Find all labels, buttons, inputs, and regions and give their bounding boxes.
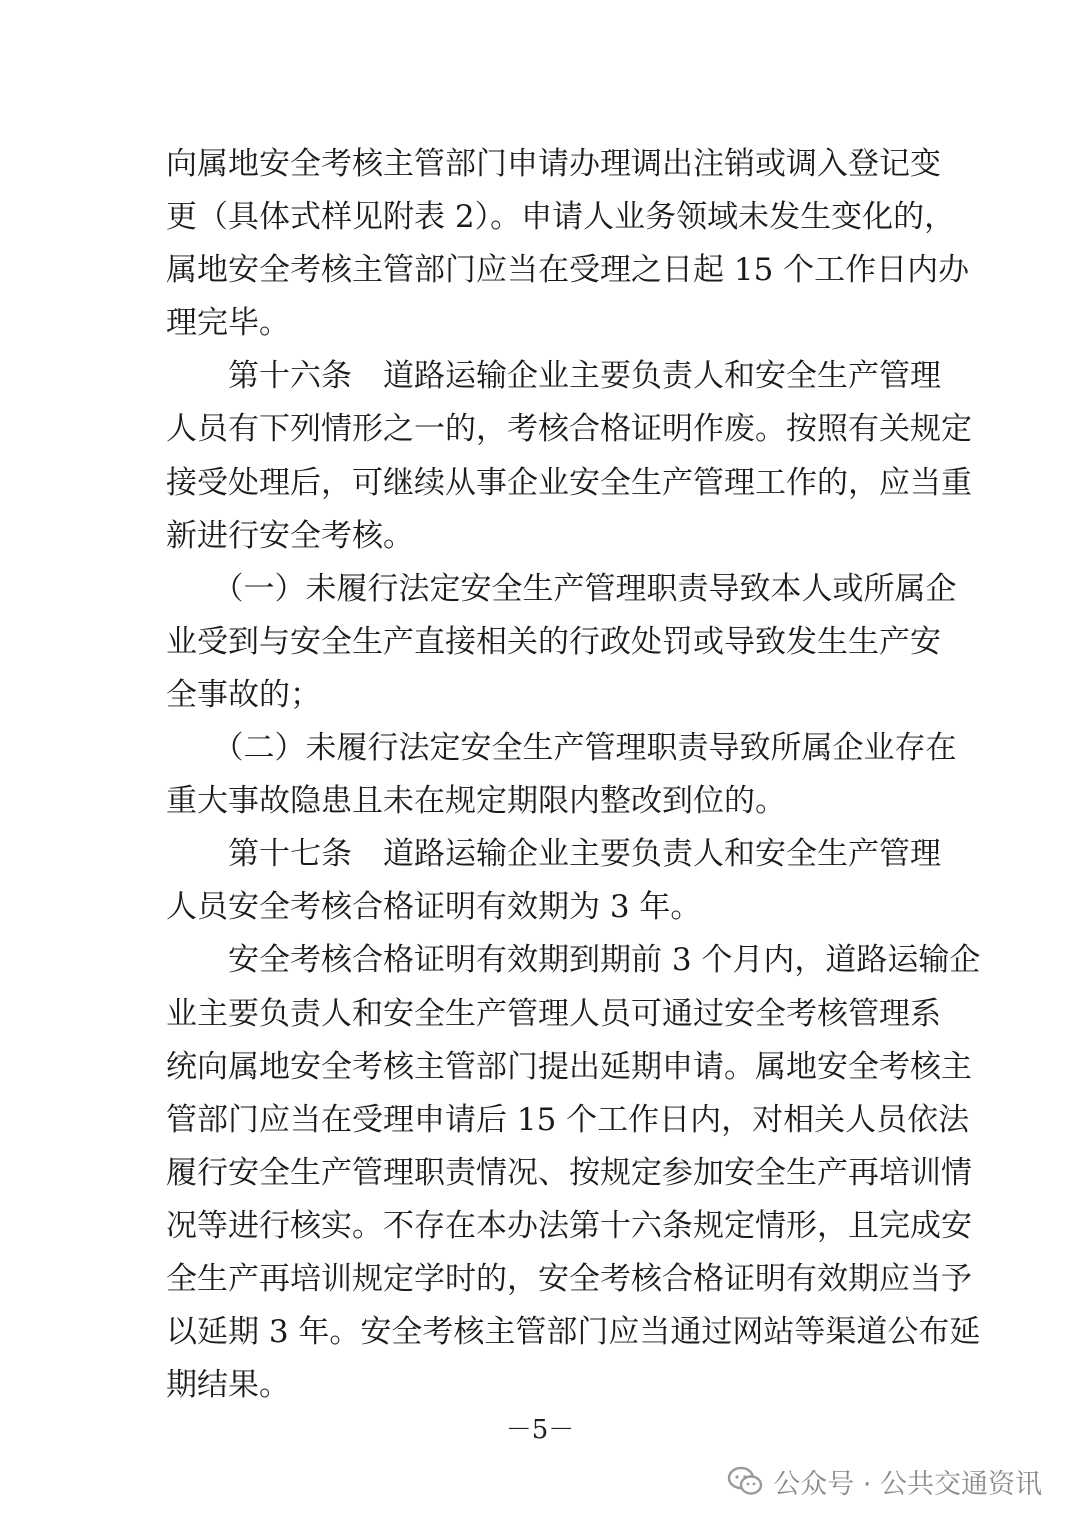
text-line: 期结果。: [166, 1367, 290, 1404]
text-line: 人员安全考核合格证明有效期为 3 年。: [166, 889, 702, 926]
text-line: 全生产再培训规定学时的，安全考核合格证明有效期应当予: [166, 1260, 972, 1297]
text-line: 业主要负责人和安全生产管理人员可通过安全考核管理系: [166, 995, 941, 1032]
text-line: 况等进行核实。不存在本办法第十六条规定情形，且完成安: [166, 1207, 972, 1244]
text-line: 人员有下列情形之一的，考核合格证明作废。按照有关规定: [166, 411, 972, 448]
watermark: [727, 1458, 1042, 1504]
watermark-text: 公众号 · 公共交通资讯: [773, 1468, 1042, 1500]
text-line: 理完毕。: [166, 305, 290, 342]
text-line: 向属地安全考核主管部门申请办理调出注销或调入登记变: [166, 146, 941, 182]
body-text: [166, 138, 981, 1412]
wechat-icon: [727, 1466, 763, 1496]
text-line: 统向属地安全考核主管部门提出延期申请。属地安全考核主: [166, 1048, 972, 1085]
clause-1-line: （一）未履行法定安全生产管理职责导致本人或所属企: [166, 570, 957, 607]
text-line: 履行安全生产管理职责情况、按规定参加安全生产再培训情: [166, 1154, 972, 1191]
article-17-heading-line: 第十七条 道路运输企业主要负责人和安全生产管理: [166, 836, 941, 873]
text-line: 管部门应当在受理申请后 15 个工作日内，对相关人员依法: [166, 1101, 970, 1138]
text-line: 更（具体式样见附表 2）。申请人业务领域未发生变化的，: [166, 199, 956, 236]
text-line: 业受到与安全生产直接相关的行政处罚或导致发生生产安: [166, 623, 941, 660]
page-number: －5－: [505, 1415, 575, 1445]
text-line: 新进行安全考核。: [166, 517, 414, 554]
text-line: 全事故的；: [166, 676, 321, 713]
text-line: 安全考核合格证明有效期到期前 3 个月内，道路运输企: [166, 942, 981, 979]
text-line: 接受处理后，可继续从事企业安全生产管理工作的，应当重: [166, 464, 972, 501]
clause-2-line: （二）未履行法定安全生产管理职责导致所属企业存在: [166, 730, 957, 767]
text-line: 属地安全考核主管部门应当在受理之日起 15 个工作日内办: [166, 252, 970, 289]
article-16-heading-line: 第十六条 道路运输企业主要负责人和安全生产管理: [166, 358, 941, 395]
text-line: 以延期 3 年。安全考核主管部门应当通过网站等渠道公布延: [166, 1314, 981, 1351]
text-line: 重大事故隐患且未在规定期限内整改到位的。: [166, 783, 786, 820]
